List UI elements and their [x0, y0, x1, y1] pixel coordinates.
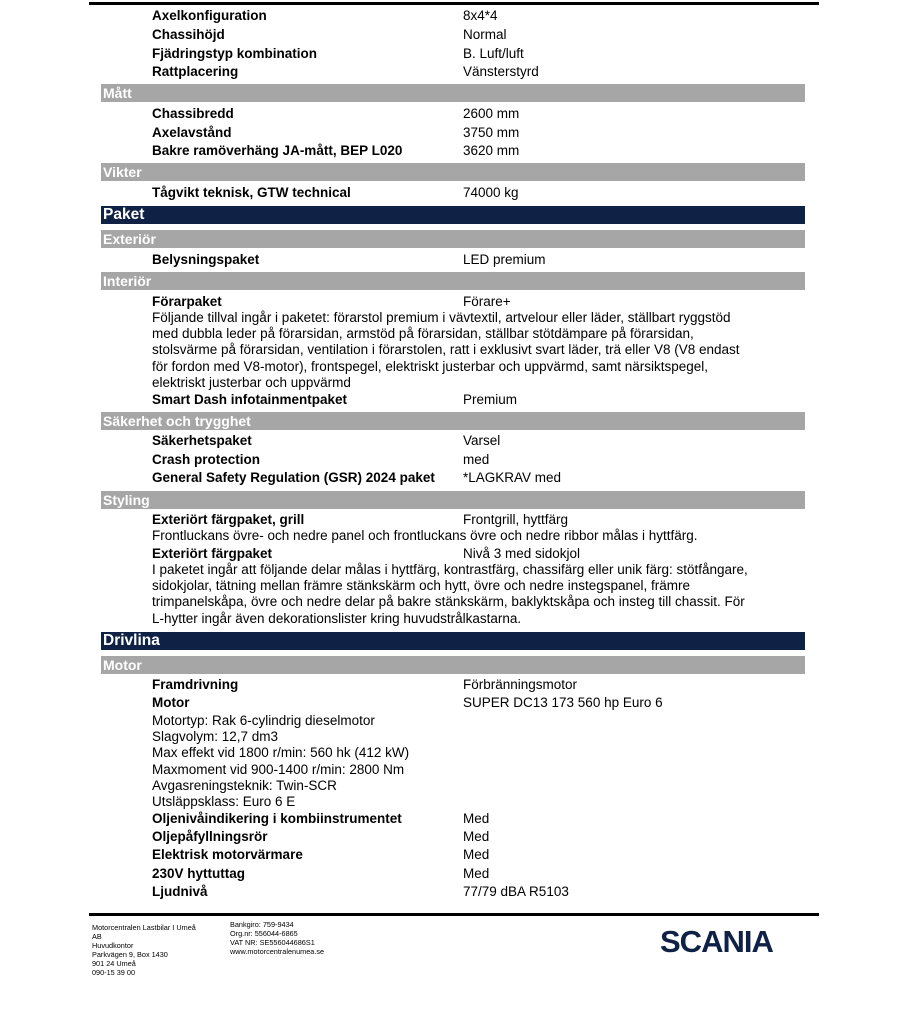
row-label: Tågvikt teknisk, GTW technical: [152, 185, 351, 200]
section-header-styling: Styling: [101, 491, 805, 509]
row-value: 2600 mm: [463, 106, 520, 121]
footer-line: 901 24 Umeå: [92, 959, 136, 968]
top-rule: [89, 2, 819, 5]
row-label: Oljepåfyllningsrör: [152, 829, 268, 844]
section-header-paket: Paket: [101, 206, 805, 224]
row-value: 77/79 dBA R5103: [463, 884, 569, 899]
row-value: Förbränningsmotor: [463, 677, 578, 692]
row-value: 3750 mm: [463, 125, 520, 140]
row-value: 74000 kg: [463, 185, 519, 200]
row-label: Chassihöjd: [152, 27, 225, 42]
section-header-vikter: Vikter: [101, 163, 805, 181]
footer-line: 090-15 39 00: [92, 968, 136, 977]
footer-line: Motorcentralen Lastbilar I Umeå: [92, 923, 196, 932]
row-value: med: [463, 452, 490, 467]
row-value: Vänsterstyrd: [463, 64, 539, 79]
row-value: 8x4*4: [463, 8, 498, 23]
footer-line: Parkvägen 9, Box 1430: [92, 950, 168, 959]
description-line: elektriskt justerbar och uppvärmd: [152, 374, 351, 390]
row-label: Ljudnivå: [152, 884, 208, 899]
footer-company-info: [92, 923, 196, 977]
description-line: Avgasreningsteknik: Twin-SCR: [152, 777, 337, 793]
description-line: Max effekt vid 1800 r/min: 560 hk (412 kW): [152, 745, 410, 761]
section-header-motor: Motor: [101, 656, 805, 674]
row-value: Med: [463, 829, 490, 844]
description-line: Motortyp: Rak 6-cylindrig dieselmotor: [152, 713, 375, 728]
footer-line: Bankgiro: 759-9434: [230, 920, 294, 929]
row-value: *LAGKRAV med: [463, 470, 562, 485]
description-line: sidokjolar, tätning mellan främre stänkskärm och hytt, övre och nedre instegspanel, främre: [152, 578, 691, 594]
description-line: trimpanelskåpa, övre och nedre delar på bakre stänkskärm, baklyktskåpa och insteg till chassit. För: [152, 594, 745, 610]
row-label: Motor: [152, 695, 190, 710]
description-paragraph: [152, 562, 792, 627]
row-value: Med: [463, 866, 490, 881]
row-label: Exteriört färgpaket: [152, 546, 273, 561]
row-value: Med: [463, 811, 490, 826]
row-value: Förare+: [463, 294, 511, 309]
row-value: LED premium: [463, 252, 546, 267]
section-header-exterior: Exteriör: [101, 230, 805, 248]
row-label: Chassibredd: [152, 106, 234, 121]
row-value: 3620 mm: [463, 143, 520, 158]
row-label: Exteriört färgpaket, grill: [152, 512, 305, 527]
description-paragraph: [152, 310, 792, 391]
row-label: Smart Dash infotainmentpaket: [152, 392, 348, 407]
row-label: Framdrivning: [152, 677, 239, 692]
row-label: 230V hyttuttag: [152, 866, 246, 881]
description-line: I paketet ingår att följande delar målas i hyttfärg, kontrastfärg, chassifärg eller unik färg: stötfångare,: [152, 562, 748, 577]
row-value: Frontgrill, hyttfärg: [463, 512, 569, 527]
row-label: Oljenivåindikering i kombiinstrumentet: [152, 811, 402, 826]
row-label: General Safety Regulation (GSR) 2024 paket: [152, 470, 435, 485]
row-label: Axelavstånd: [152, 125, 232, 140]
description-line: Följande tillval ingår i paketet: förarstol premium i vävtextil, artvelour eller läder, ställbart ryggstöd: [152, 310, 731, 325]
row-value: Med: [463, 847, 490, 862]
footer-line: VAT NR: SE556044686S1: [230, 938, 315, 947]
footer-line: AB: [92, 932, 102, 941]
footer-rule: [89, 913, 819, 916]
row-label: Fjädringstyp kombination: [152, 46, 318, 61]
footer-line: Huvudkontor: [92, 941, 134, 950]
section-header-drivlina: Drivlina: [101, 632, 805, 650]
row-label: Crash protection: [152, 452, 261, 467]
row-label: Axelkonfiguration: [152, 8, 267, 23]
row-value: Nivå 3 med sidokjol: [463, 546, 581, 561]
section-header-sakerhet: Säkerhet och trygghet: [101, 412, 805, 430]
row-value: SUPER DC13 173 560 hp Euro 6: [463, 695, 663, 710]
footer-line: Org.nr: 556044-6865: [230, 929, 298, 938]
row-label: Belysningspaket: [152, 252, 260, 267]
description-line: för fordon med V8-motor), frontspegel, elektriskt justerbar och uppvärmd, samt närsiktspegel,: [152, 358, 708, 374]
engine-specs: [152, 713, 792, 810]
footer-line: www.motorcentralenumea.se: [230, 947, 325, 956]
row-label: Bakre ramöverhäng JA-mått, BEP L020: [152, 143, 403, 158]
row-value: B. Luft/luft: [463, 46, 524, 61]
scania-logo: SCANIA: [660, 924, 773, 959]
description-line: Frontluckans övre- och nedre panel och frontluckans övre och nedre ribbor målas i hyttfärg.: [152, 528, 698, 543]
description-line: Maxmoment vid 900-1400 r/min: 2800 Nm: [152, 761, 405, 777]
description-line: med dubbla leder på förarsidan, armstöd på förarsidan, ställbar stötdämpare på förarsidan,: [152, 326, 694, 342]
row-label: Säkerhetspaket: [152, 433, 252, 448]
row-label: Förarpaket: [152, 294, 222, 309]
description-line: Utsläppsklass: Euro 6 E: [152, 794, 296, 810]
row-label: Elektrisk motorvärmare: [152, 847, 303, 862]
section-header-interior: Interiör: [101, 272, 805, 290]
description-paragraph: [152, 528, 792, 544]
row-label: Rattplacering: [152, 64, 239, 79]
description-line: Slagvolym: 12,7 dm3: [152, 729, 279, 745]
row-value: Normal: [463, 27, 507, 42]
footer-bank-info: [230, 920, 324, 956]
row-value: Premium: [463, 392, 518, 407]
row-value: Varsel: [463, 433, 501, 448]
description-line: stolsvärme på förarsidan, ventilation i förarstolen, ratt i exklusivt svart läder, trä eller V8 (V8 endast: [152, 342, 740, 358]
description-line: L-hytter ingår även dekorationslister kring huvudstrålkastarna.: [152, 610, 522, 626]
section-header-matt: Mått: [101, 84, 805, 102]
